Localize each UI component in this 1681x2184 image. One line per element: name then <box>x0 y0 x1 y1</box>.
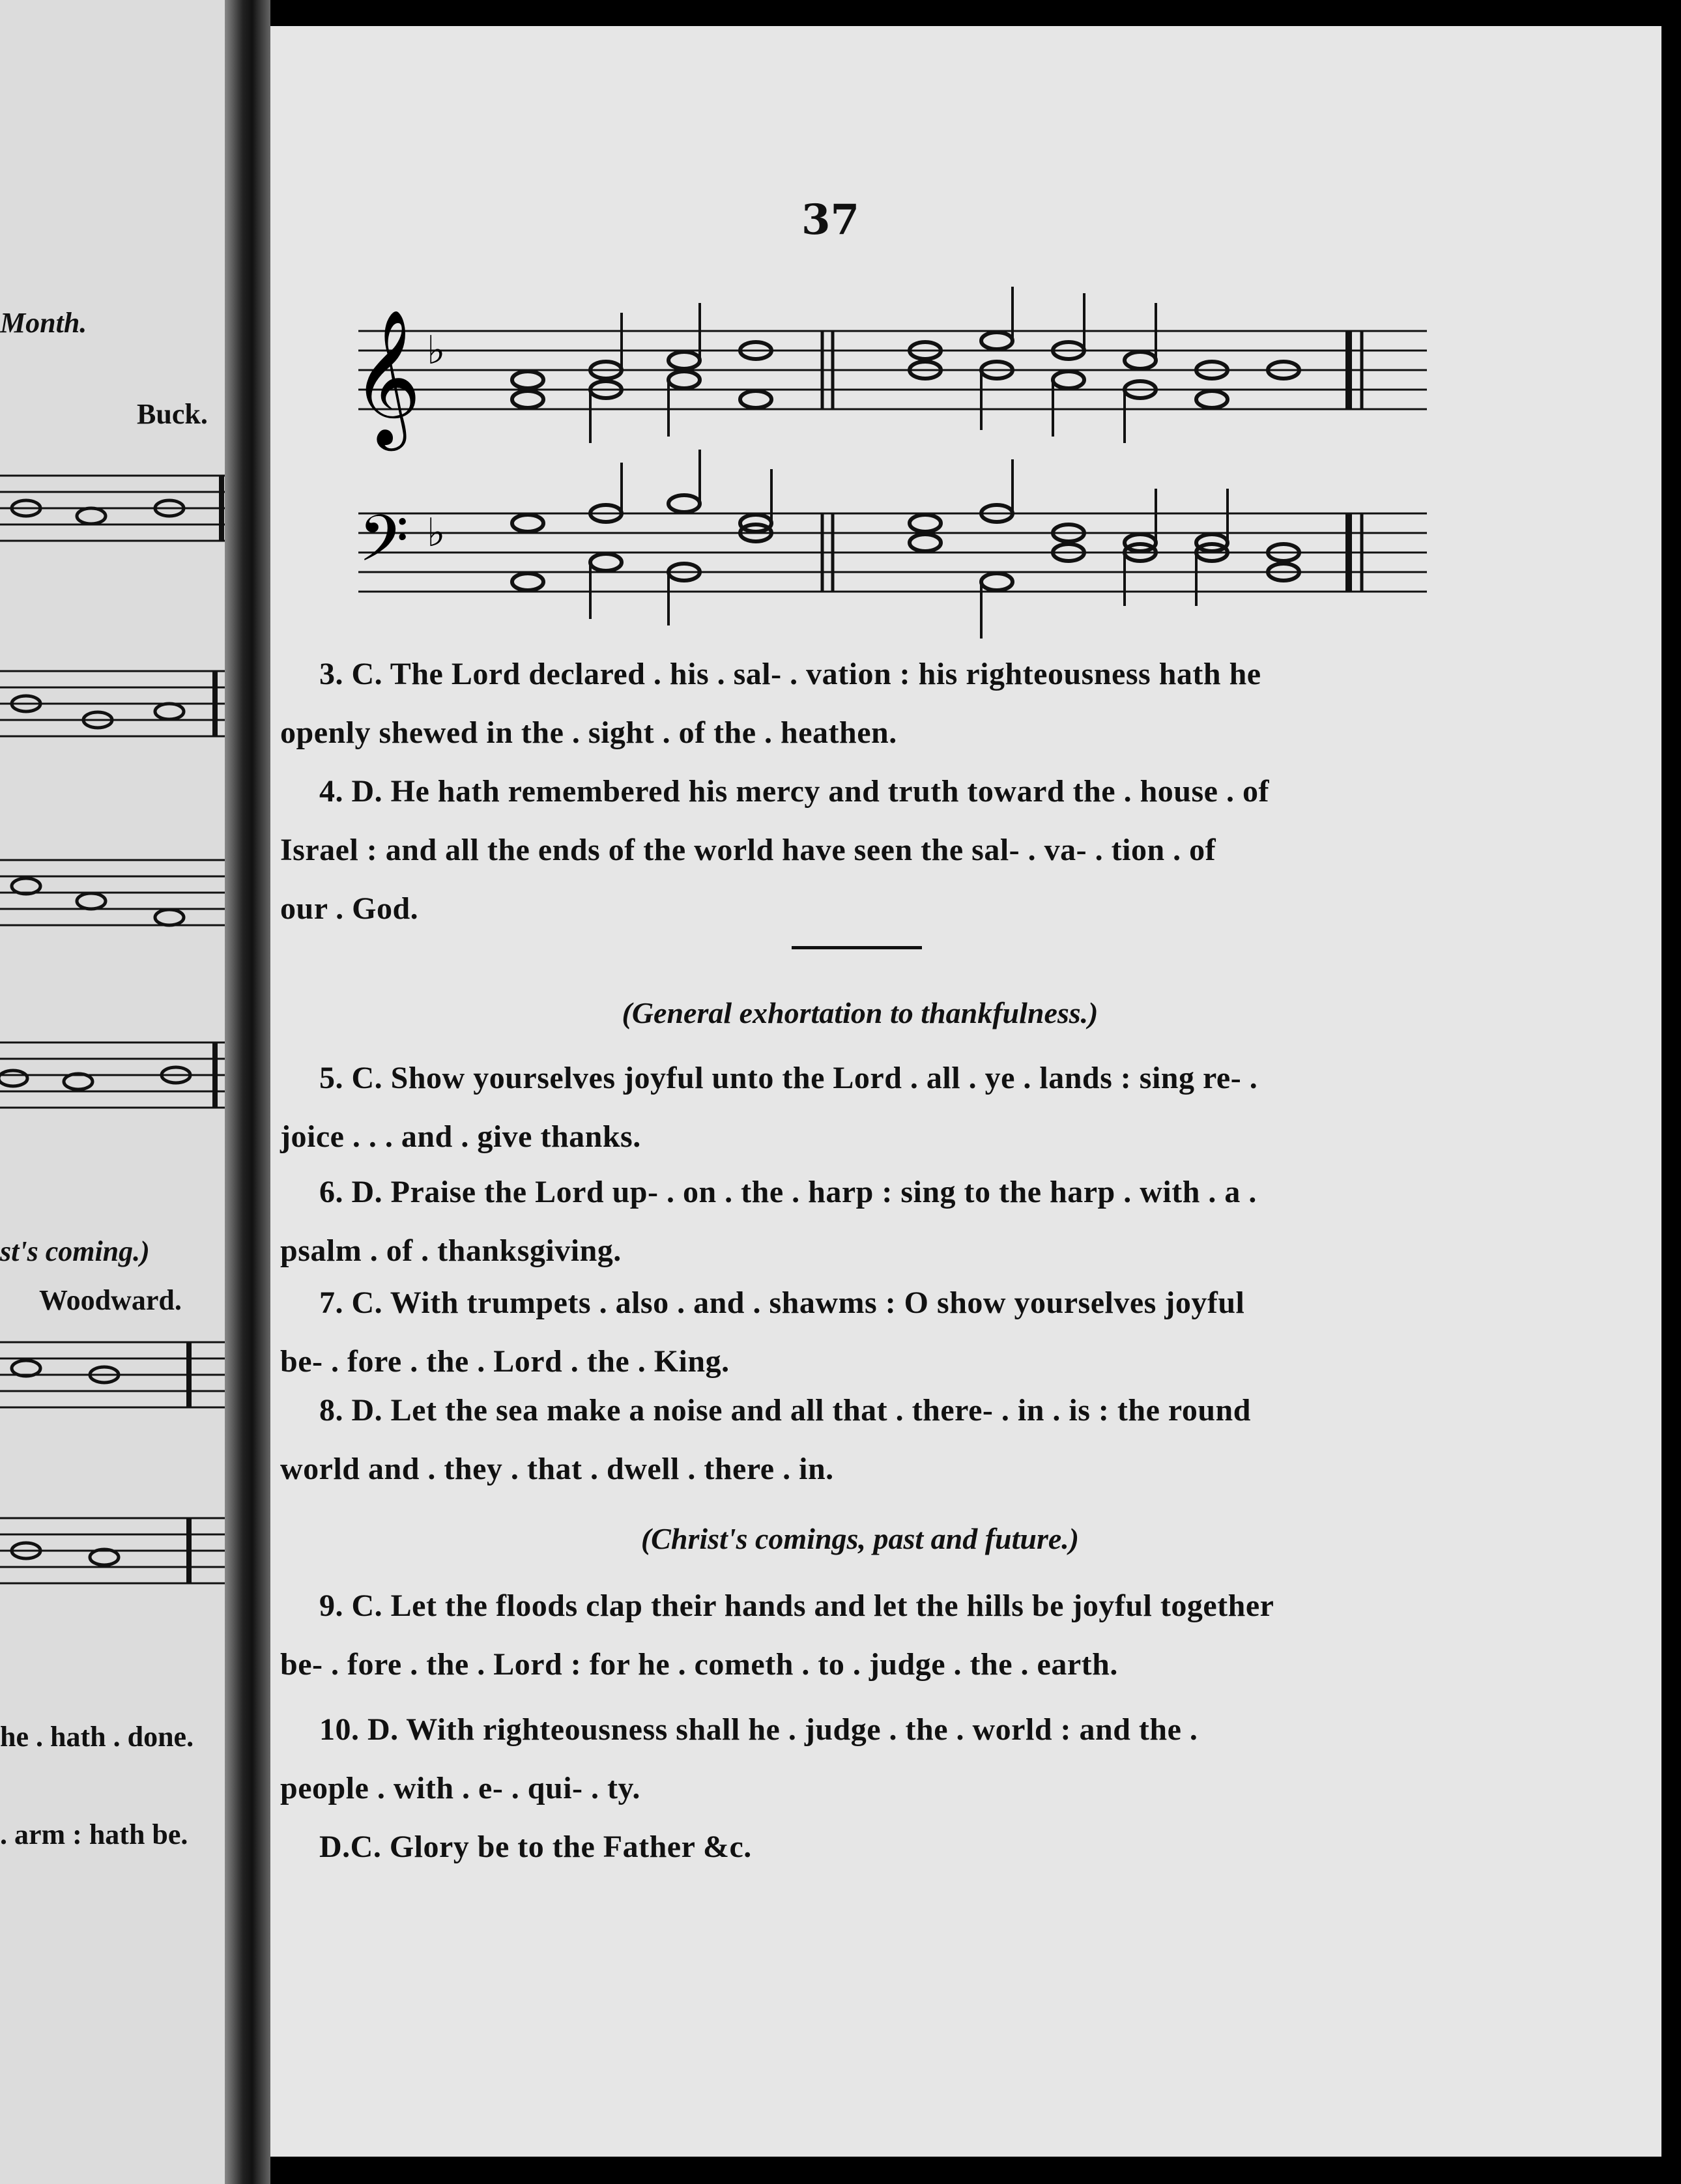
heading-christs-comings: (Christ's comings, past and future.) <box>640 1522 1080 1555</box>
flat-icon: ♭ <box>427 510 446 556</box>
gloria-patri <box>280 1818 1440 1876</box>
verse-10 <box>280 1701 1440 1818</box>
verse-line: Israel : and all the ends of the world have seen the sal- . va- . tion . of <box>280 833 1216 867</box>
verse-line: be- . fore . the . Lord . the . King. <box>280 1344 730 1379</box>
section-divider <box>792 946 922 949</box>
left-coming-label: st's coming.) <box>0 1235 150 1267</box>
verse-line: psalm . of . thanksgiving. <box>280 1233 622 1268</box>
chant-music-score <box>280 280 1440 645</box>
book-gutter <box>225 0 270 2184</box>
verse-9 <box>280 1577 1440 1694</box>
verse-line: 9. C. Let the floods clap their hands and let the hills be joyful together <box>319 1588 1274 1623</box>
verse-line: 4. D. He hath remembered his mercy and truth toward the . house . of <box>319 774 1269 809</box>
treble-clef-icon: 𝄞 <box>352 309 422 445</box>
verse-4 <box>280 762 1440 938</box>
verse-7 <box>280 1274 1440 1391</box>
right-edge <box>1661 0 1681 2184</box>
verse-6 <box>280 1163 1440 1280</box>
verse-line: 7. C. With trumpets . also . and . shawms : O show yourselves joyful <box>319 1286 1245 1320</box>
verse-8 <box>280 1381 1440 1499</box>
verse-line: world and . they . that . dwell . there . in. <box>280 1452 834 1486</box>
verse-line: 5. C. Show yourselves joyful unto the Lord . all . ye . lands : sing re- . <box>319 1061 1258 1095</box>
verse-line: 6. D. Praise the Lord up- . on . the . harp : sing to the harp . with . a . <box>319 1175 1257 1209</box>
page-number: 37 <box>801 195 860 244</box>
left-page <box>0 0 235 2184</box>
verse-line: 3. C. The Lord declared . his . sal- . vation : his righteousness hath he <box>319 657 1261 691</box>
verse-3 <box>280 645 1440 762</box>
verse-line: joice . . . and . give thanks. <box>280 1119 641 1154</box>
heading-general-exhortation: (General exhortation to thankfulness.) <box>622 996 1099 1029</box>
bass-clef-icon: 𝄢 <box>358 502 409 592</box>
left-fragment-2: . arm : hath be. <box>0 1818 188 1850</box>
left-composer-woodward: Woodward. <box>39 1284 182 1316</box>
left-month-label: Month. <box>0 307 87 339</box>
verse-line: be- . fore . the . Lord : for he . cometh . to . judge . the . earth. <box>280 1647 1118 1682</box>
verse-line: 10. D. With righteousness shall he . judge . the . world : and the . <box>319 1712 1198 1747</box>
left-fragment-1: he . hath . done. <box>0 1721 194 1753</box>
verse-line: D.C. Glory be to the Father &c. <box>319 1830 752 1864</box>
flat-icon: ♭ <box>427 328 446 373</box>
verse-line: our . God. <box>280 891 419 926</box>
verse-line: openly shewed in the . sight . of the . heathen. <box>280 715 897 750</box>
verse-line: 8. D. Let the sea make a noise and all that . there- . in . is : the round <box>319 1393 1251 1428</box>
verse-line: people . with . e- . qui- . ty. <box>280 1771 640 1805</box>
left-composer-buck: Buck. <box>137 398 208 430</box>
verse-5 <box>280 1049 1440 1166</box>
